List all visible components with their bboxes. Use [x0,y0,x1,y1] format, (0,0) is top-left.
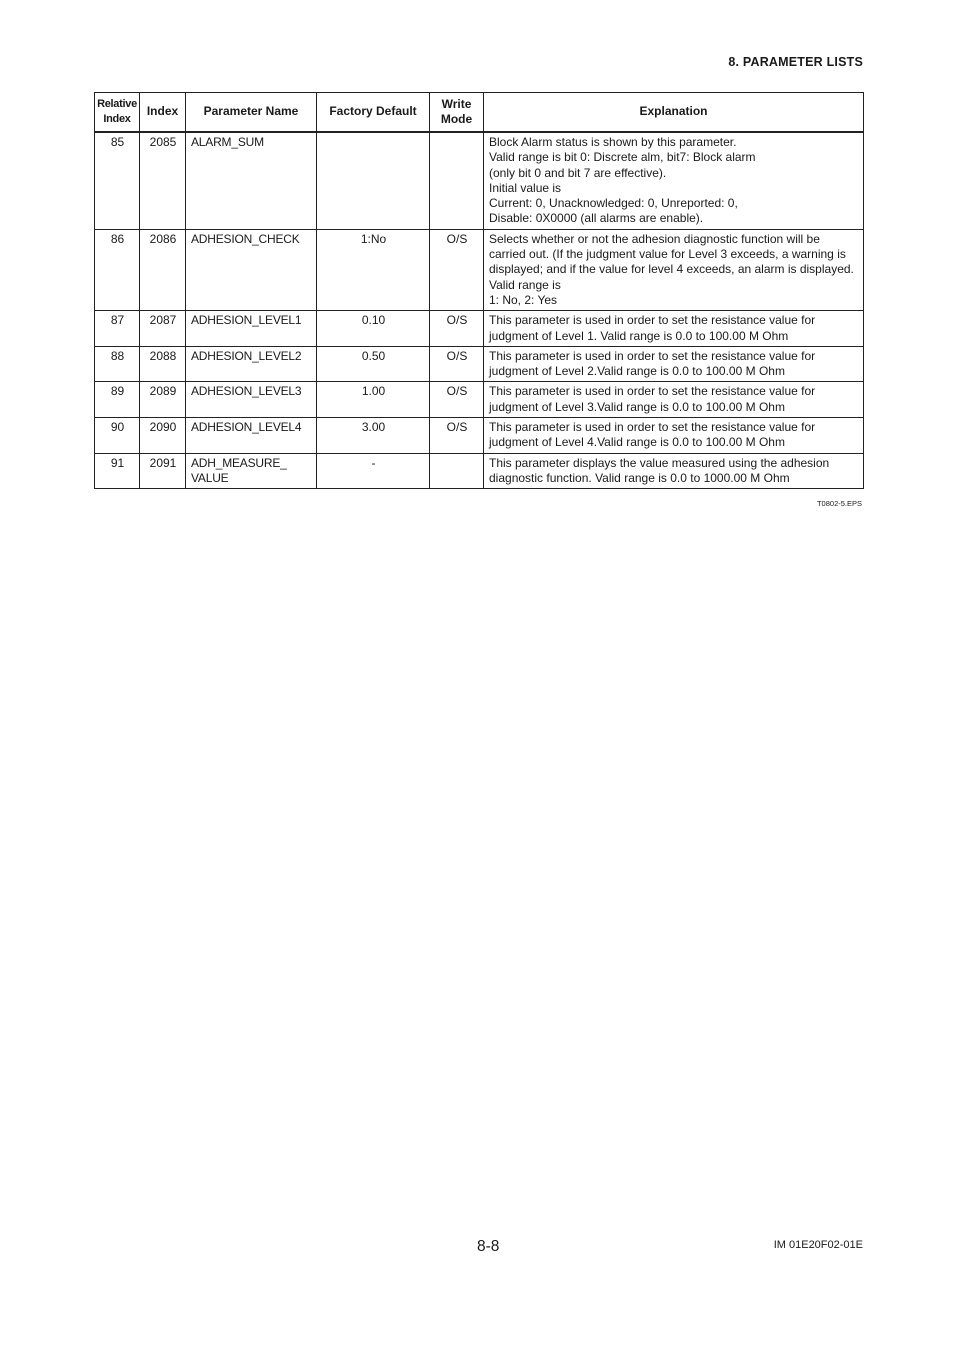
factory-default-cell: - [317,453,430,489]
column-header-relative-index [95,93,140,133]
explanation-cell: This parameter is used in order to set the resistance value for judgment of Level 1. Valid range is 0.0 to 100.00 M Ohm [484,311,864,347]
explanation-cell: Selects whether or not the adhesion diagnostic function will be carried out. (If the judgment value for Level 3 exceeds, a warning is displayed; and if the value for level 4 exceeds, an alarm is displayed. Valid range is 1: No, 2: Yes [484,229,864,310]
parameter-name-cell: ADHESION_LEVEL4 [186,418,317,454]
page-number: 8-8 [477,1238,500,1255]
table-row [95,453,864,489]
index-cell: 2087 [140,311,186,347]
table-header-row [95,93,864,133]
relative-index-cell: 86 [95,229,140,310]
explanation-cell: Block Alarm status is shown by this parameter. Valid range is bit 0: Discrete alm, bit7: Block alarm (only bit 0 and bit 7 are effective). Initial value is Current: 0, Unacknowledged: 0, Unreported: 0, Disable: 0X0000 (all alarms are enable). [484,132,864,229]
factory-default-cell: 0.50 [317,346,430,382]
explanation-cell: This parameter is used in order to set the resistance value for judgment of Level 3.Valid range is 0.0 to 100.00 M Ohm [484,382,864,418]
write-mode-cell [430,132,484,229]
index-cell: 2086 [140,229,186,310]
write-mode-cell: O/S [430,418,484,454]
write-mode-cell: O/S [430,311,484,347]
parameter-table [94,92,864,489]
index-cell: 2089 [140,382,186,418]
index-cell: 2085 [140,132,186,229]
relative-index-cell: 87 [95,311,140,347]
column-header-label: Relative Index [97,97,137,125]
column-header-write-mode: Write Mode [430,93,484,133]
parameter-name-cell: ALARM_SUM [186,132,317,229]
write-mode-cell [430,453,484,489]
table-row [95,346,864,382]
parameter-name-cell: ADHESION_LEVEL1 [186,311,317,347]
table-row [95,418,864,454]
relative-index-cell: 90 [95,418,140,454]
parameter-name-cell: ADHESION_CHECK [186,229,317,310]
factory-default-cell: 0.10 [317,311,430,347]
column-header-index: Index [140,93,186,133]
index-cell: 2090 [140,418,186,454]
relative-index-cell: 89 [95,382,140,418]
column-header-factory-default: Factory Default [317,93,430,133]
factory-default-cell: 1.00 [317,382,430,418]
table-row [95,132,864,229]
column-header-explanation: Explanation [484,93,864,133]
explanation-cell: This parameter is used in order to set the resistance value for judgment of Level 2.Valid range is 0.0 to 100.00 M Ohm [484,346,864,382]
parameter-name-cell: ADH_MEASURE_ VALUE [186,453,317,489]
factory-default-cell [317,132,430,229]
table-reference-code: T0802-5.EPS [816,499,862,508]
write-mode-cell: O/S [430,346,484,382]
factory-default-cell: 3.00 [317,418,430,454]
relative-index-cell: 85 [95,132,140,229]
table-row [95,382,864,418]
section-title: 8. PARAMETER LISTS [728,55,863,69]
relative-index-cell: 91 [95,453,140,489]
relative-index-cell: 88 [95,346,140,382]
document-id: IM 01E20F02-01E [773,1239,863,1251]
column-header-parameter-name: Parameter Name [186,93,317,133]
explanation-cell: This parameter displays the value measured using the adhesion diagnostic function. Valid range is 0.0 to 1000.00 M Ohm [484,453,864,489]
table-row [95,311,864,347]
write-mode-cell: O/S [430,382,484,418]
factory-default-cell: 1:No [317,229,430,310]
table-row [95,229,864,310]
index-cell: 2091 [140,453,186,489]
write-mode-cell: O/S [430,229,484,310]
parameter-name-cell: ADHESION_LEVEL3 [186,382,317,418]
parameter-name-cell: ADHESION_LEVEL2 [186,346,317,382]
index-cell: 2088 [140,346,186,382]
explanation-cell: This parameter is used in order to set the resistance value for judgment of Level 4.Valid range is 0.0 to 100.00 M Ohm [484,418,864,454]
